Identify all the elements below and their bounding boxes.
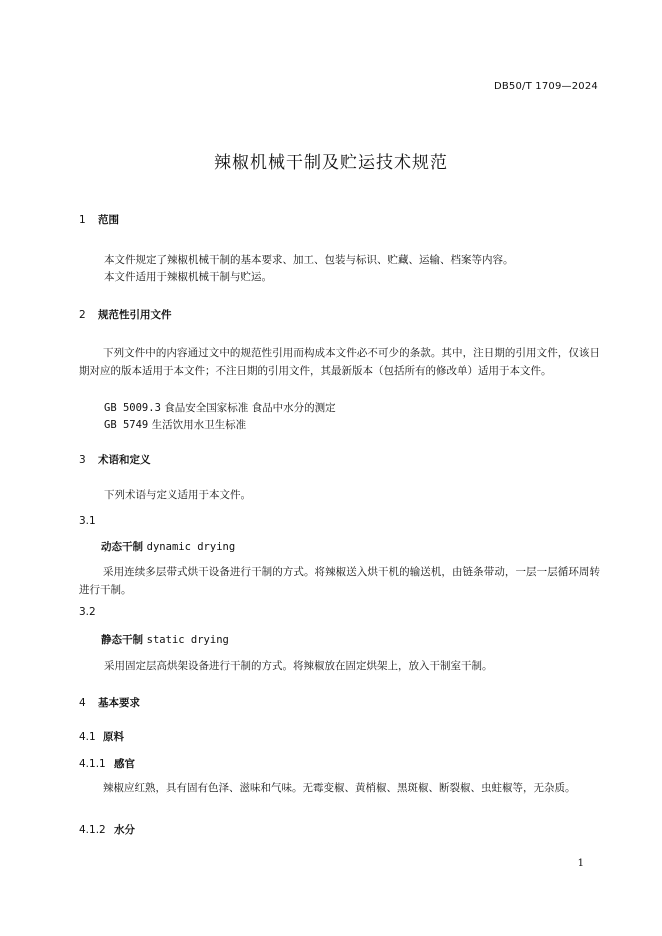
- section-number: 2: [79, 309, 86, 321]
- section-number: 4.1: [79, 731, 96, 743]
- section-number: 4.1.2: [79, 824, 106, 836]
- paragraph: 下列术语与定义适用于本文件。: [104, 489, 251, 501]
- section-title: 术语和定义: [98, 454, 151, 466]
- reference-code: GB 5009.3: [104, 402, 161, 414]
- standard-code: DB50/T 1709—2024: [493, 81, 598, 92]
- subsection-4-1-2-heading: [79, 822, 135, 837]
- term-title: [101, 539, 235, 554]
- reference-item: [104, 400, 336, 415]
- term-definition: 采用连续多层带式烘干设备进行干制的方式。将辣椒送入烘干机的输送机，由链条带动，一层一层循环周转进行干制。: [79, 566, 600, 596]
- reference-code: GB 5749: [104, 419, 149, 431]
- section-title: 水分: [114, 824, 135, 836]
- section-number: 4: [79, 697, 86, 709]
- section-3-heading: [79, 452, 151, 467]
- term-zh: 静态干制: [101, 634, 143, 646]
- reference-name: 食品安全国家标准 食品中水分的测定: [164, 402, 336, 414]
- paragraph: 辣椒应红熟，具有固有色泽、滋味和气味。无霉变椒、黄梢椒、黑斑椒、断裂椒、虫蛀椒等，无杂质。: [103, 782, 576, 794]
- term-en: static drying: [146, 634, 229, 646]
- paragraph: 下列文件中的内容通过文中的规范性引用而构成本文件必不可少的条款。其中，注日期的引用文件，仅该日期对应的版本适用于本文件；不注日期的引用文件，其最新版本（包括所有的修改单）适用于本文件。: [79, 347, 600, 377]
- section-number: 3: [79, 454, 86, 466]
- term-number: 3.2: [79, 606, 96, 618]
- subsection-4-1-heading: [79, 729, 124, 744]
- section-2-heading: [79, 307, 172, 322]
- paragraph: 本文件规定了辣椒机械干制的基本要求、加工、包装与标识、贮藏、运输、档案等内容。: [104, 254, 514, 266]
- term-en: dynamic drying: [146, 541, 236, 553]
- section-title: 基本要求: [98, 697, 140, 709]
- term-zh: 动态干制: [101, 541, 143, 553]
- section-title: 规范性引用文件: [98, 309, 172, 321]
- page-number: 1: [577, 858, 584, 869]
- reference-name: 生活饮用水卫生标准: [151, 419, 247, 431]
- section-title: 原料: [103, 731, 124, 743]
- term-title: [101, 632, 229, 647]
- term-definition: 采用固定层高烘架设备进行干制的方式。将辣椒放在固定烘架上，放入干制室干制。: [104, 660, 493, 672]
- paragraph: 本文件适用于辣椒机械干制与贮运。: [104, 271, 272, 283]
- subsection-4-1-1-heading: [79, 756, 135, 771]
- section-number: 4.1.1: [79, 758, 106, 770]
- section-title: 范围: [98, 214, 119, 226]
- reference-item: [104, 417, 246, 432]
- section-4-heading: [79, 695, 140, 710]
- section-number: 1: [79, 214, 86, 226]
- section-title: 感官: [114, 758, 135, 770]
- section-1-heading: [79, 212, 119, 227]
- term-number: 3.1: [79, 515, 96, 527]
- document-title: 辣椒机械干制及贮运技术规范: [214, 153, 448, 173]
